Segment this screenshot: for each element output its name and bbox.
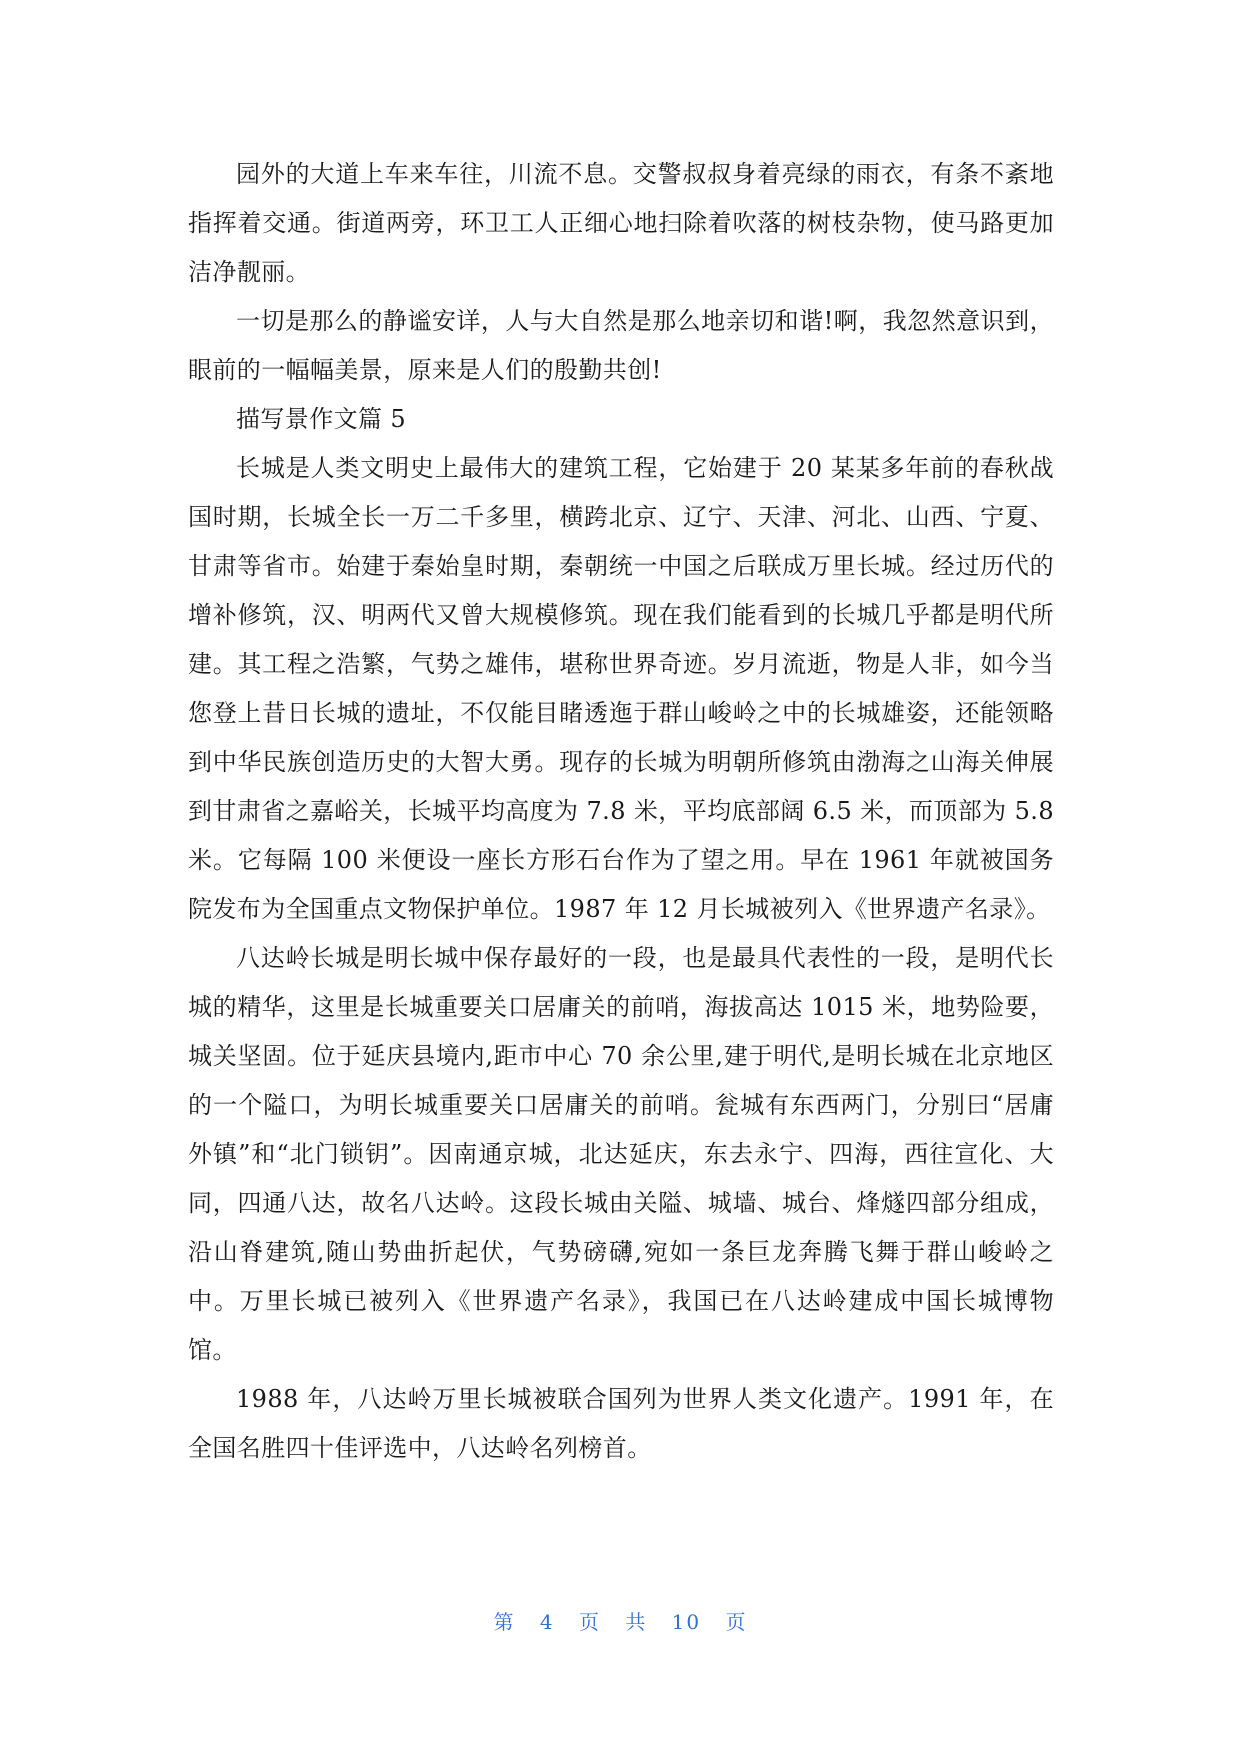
paragraph: 1988 年，八达岭万里长城被联合国列为世界人类文化遗产。1991 年，在全国名胜四十佳评选中，八达岭名列榜首。 — [188, 1385, 1054, 1462]
page-footer — [0, 1606, 1241, 1635]
footer-label-gong: 共 — [625, 1610, 648, 1634]
paragraph: 一切是那么的静谧安详，人与大自然是那么地亲切和谐!啊，我忽然意识到，眼前的一幅幅美景，原来是人们的殷勤共创! — [188, 307, 1054, 384]
paragraph: 长城是人类文明史上最伟大的建筑工程，它始建于 20 某某多年前的春秋战国时期，长城全长一万二千多里，横跨北京、辽宁、天津、河北、山西、宁夏、甘肃等省市。始建于秦始皇时期，秦朝统一中国之后联成万里长城。经过历代的增补修筑，汉、明两代又曾大规模修筑。现在我们能看到的长城几乎都是明代所建。其工程之浩繁，气势之雄伟，堪称世界奇迹。岁月流逝，物是人非，如今当您登上昔日长城的遗址，不仅能目睹透迤于群山峻岭之中的长城雄姿，还能领略到中华民族创造历史的大智大勇。现存的长城为明朝所修筑由渤海之山海关伸展到甘肃省之嘉峪关，长城平均高度为 7.8 米，平均底部阔 6.5 米，而顶部为 5.8 米。它每隔 100 米便设一座长方形石台作为了望之用。早在 1961 年就被国务院发布为全国重点文物保护单位。1987 年 12 月长城被列入《世界遗产名录》。 — [188, 454, 1054, 923]
document-body — [188, 150, 1054, 1473]
paragraph: 八达岭长城是明长城中保存最好的一段，也是最具代表性的一段，是明代长城的精华，这里是长城重要关口居庸关的前哨，海拔高达 1015 米，地势险要，城关坚固。位于延庆县境内,距市中心 70 余公里,建于明代,是明长城在北京地区的一个隘口，为明长城重要关口居庸关的前哨。瓮城有东西两门，分别曰“居庸外镇”和“北门锁钥”。因南通京城，北达延庆，东去永宁、四海，西往宣化、大同，四通八达，故名八达岭。这段长城由关隘、城墙、城台、烽燧四部分组成，沿山脊建筑,随山势曲折起伏，气势磅礴,宛如一条巨龙奔腾飞舞于群山峻岭之中。万里长城已被列入《世界遗产名录》，我国已在八达岭建成中国长城博物馆。 — [188, 944, 1054, 1364]
footer-label-di: 第 — [493, 1610, 516, 1634]
footer-total-pages: 10 — [671, 1610, 702, 1634]
footer-label-ye: 页 — [578, 1610, 601, 1634]
section-heading: 描写景作文篇 5 — [236, 405, 407, 433]
footer-label-ye2: 页 — [725, 1610, 748, 1634]
paragraph: 园外的大道上车来车往，川流不息。交警叔叔身着亮绿的雨衣，有条不紊地指挥着交通。街道两旁，环卫工人正细心地扫除着吹落的树枝杂物，使马路更加洁净靓丽。 — [188, 160, 1054, 286]
footer-current-page: 4 — [539, 1610, 555, 1634]
